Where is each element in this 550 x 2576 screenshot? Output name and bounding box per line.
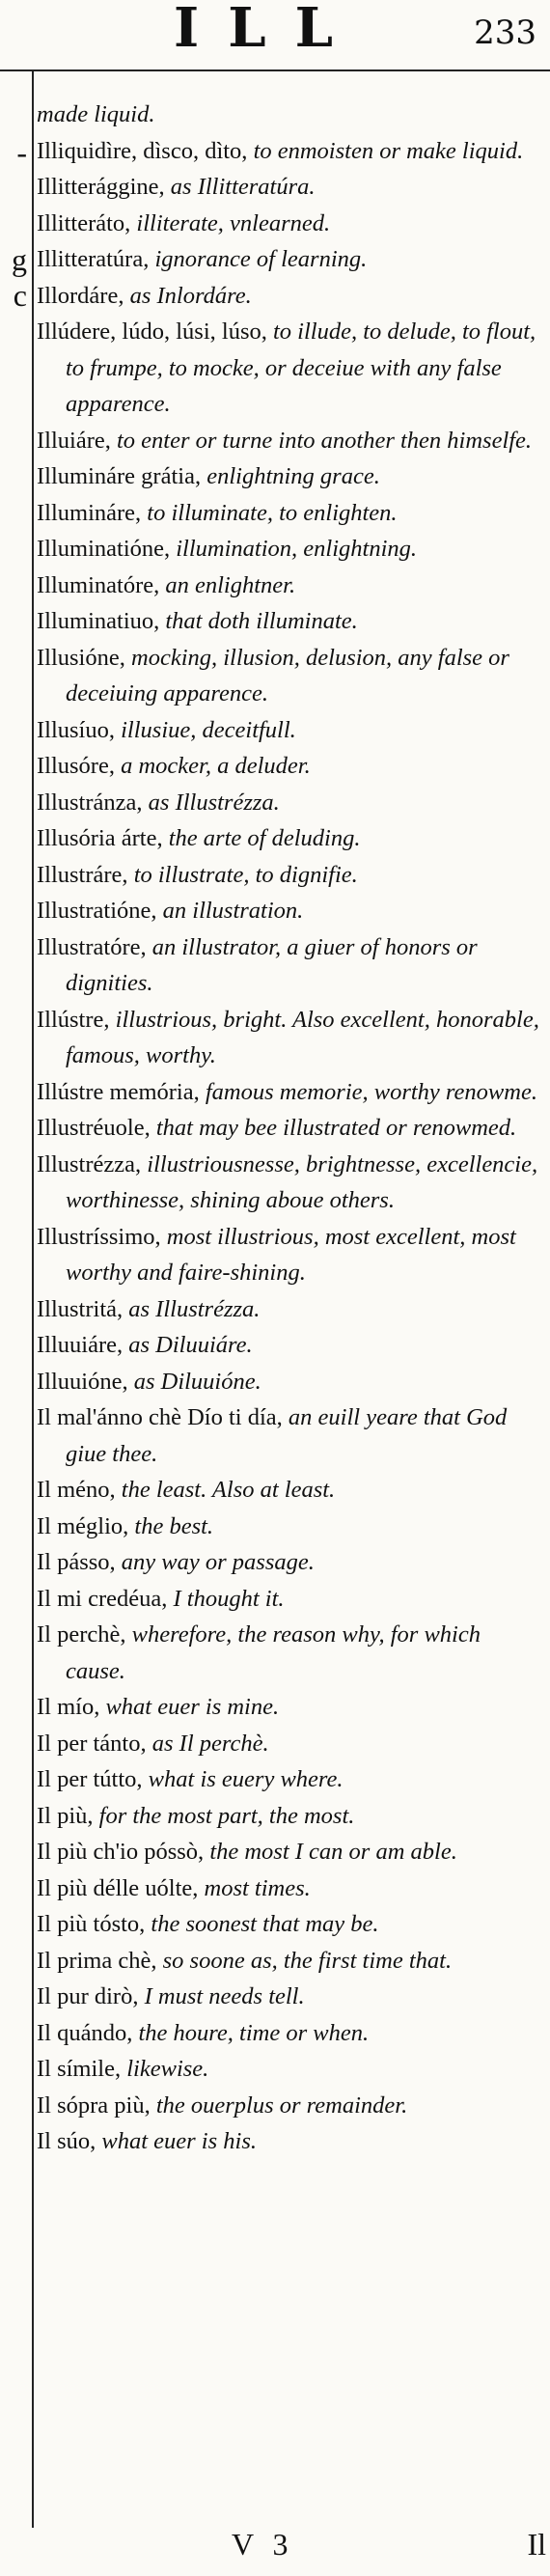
dictionary-entry (37, 1147, 544, 1219)
dictionary-entry (37, 2123, 544, 2160)
dictionary-entry (37, 2051, 544, 2088)
page-header (0, 0, 550, 75)
entry-headword: Il mal'ánno chè Dío ti día, (37, 1404, 283, 1430)
entry-headword: Il più, (37, 1802, 94, 1829)
entry-definition: an illustration. (162, 898, 304, 924)
dictionary-entry (37, 423, 544, 459)
entry-definition: I must needs tell. (144, 1983, 305, 2009)
dictionary-entry (37, 857, 544, 894)
dictionary-entry (37, 97, 544, 133)
dictionary-entry (37, 2015, 544, 2052)
entry-definition: what is euery where. (148, 1766, 344, 1792)
dictionary-entry (37, 1761, 544, 1798)
entry-definition: enlightning grace. (206, 463, 380, 489)
entry-headword: Illusióne, (37, 644, 125, 671)
entry-headword: Il méno, (37, 1477, 116, 1503)
dictionary-entry (37, 1074, 544, 1111)
dictionary-entry (37, 495, 544, 532)
entry-headword: Illústre, (37, 1006, 110, 1033)
entry-definition: what euer is his. (101, 2128, 257, 2154)
entry-definition: to illustrate, to dignifie. (133, 861, 358, 888)
dictionary-entry (37, 206, 544, 242)
entry-headword: Illuminatiuo, (37, 608, 160, 634)
entry-headword: Illustráre, (37, 861, 128, 888)
dictionary-entry (37, 1689, 544, 1726)
entry-headword: Illumináre, (37, 499, 142, 526)
dictionary-entry (37, 640, 544, 712)
dictionary-entry (37, 1219, 544, 1291)
entry-headword: Illitteráto, (37, 209, 131, 236)
entry-definition: the houre, time or when. (138, 2019, 370, 2046)
entry-headword: Illustrézza, (37, 1150, 142, 1177)
entry-headword: Il quándo, (37, 2019, 133, 2046)
dictionary-entry (37, 531, 544, 568)
dictionary-entry (37, 929, 544, 1002)
dictionary-entry (37, 1291, 544, 1328)
entry-headword: Il mi credéua, (37, 1585, 168, 1612)
column-rule (32, 71, 34, 2528)
dictionary-entry (37, 1906, 544, 1943)
dictionary-entry (37, 1327, 544, 1364)
entry-definition: as Illustrézza. (148, 789, 280, 816)
left-margin-fragments (0, 135, 29, 314)
entry-definition: what euer is mine. (105, 1694, 280, 1720)
dictionary-entry (37, 133, 544, 170)
entry-headword: Il mío, (37, 1694, 100, 1720)
dictionary-entry (37, 712, 544, 749)
entry-headword: Il súo, (37, 2128, 96, 2154)
margin-mark: g (12, 242, 27, 277)
dictionary-entry (37, 603, 544, 640)
margin-mark (0, 171, 27, 242)
entry-definition: as Inlordáre. (129, 282, 252, 309)
entry-headword: Illuiáre, (37, 427, 111, 454)
entry-headword: Illustritá, (37, 1295, 124, 1322)
entry-definition: to enmoisten or make liquid. (253, 137, 524, 164)
entry-definition: ignorance of learning. (154, 246, 368, 272)
dictionary-entry (37, 820, 544, 857)
dictionary-entry (37, 1472, 544, 1509)
dictionary-entry (37, 1617, 544, 1689)
dictionary-entry (37, 1834, 544, 1870)
dictionary-entry (37, 893, 544, 929)
entry-definition: the soonest that may be. (151, 1911, 379, 1937)
entry-headword: Illústre memória, (37, 1078, 200, 1105)
entry-definition: famous memorie, worthy renowme. (205, 1078, 537, 1105)
entry-definition: the ouerplus or remainder. (155, 2091, 408, 2119)
entry-definition: most illustrious, most excellent, most worthy and faire-shining. (66, 1223, 516, 1286)
entry-definition: an enlightner. (165, 571, 296, 598)
entry-headword: Illuuiáre, (37, 1332, 124, 1358)
entry-headword: Il più ch'io póssò, (37, 1839, 205, 1865)
dictionary-entry (37, 169, 544, 206)
page-number: 233 (474, 14, 536, 52)
dictionary-entry (37, 1979, 544, 2015)
entry-definition: as Illitteratúra. (170, 174, 316, 200)
entry-definition: the best. (134, 1512, 214, 1539)
entry-headword: Illusíuo, (37, 716, 115, 743)
entry-definition: as Il perchè. (151, 1730, 269, 1757)
page-footer (0, 2527, 550, 2576)
entry-headword: Il più tósto, (37, 1911, 146, 1937)
dictionary-entry (37, 2088, 544, 2124)
dictionary-entry (37, 1509, 544, 1545)
dictionary-entry (37, 1798, 544, 1835)
dictionary-entry (37, 568, 544, 604)
entry-headword: Illustratióne, (37, 898, 157, 924)
entry-definition: any way or passage. (121, 1549, 315, 1575)
entry-headword: Il sópra più, (37, 2091, 151, 2119)
entry-headword: Il pásso, (37, 1549, 116, 1575)
catchword: Il (527, 2527, 546, 2562)
entry-headword: Illustránza, (37, 789, 143, 816)
entry-headword: Il prima chè, (37, 1947, 157, 1974)
dictionary-entry (37, 1002, 544, 1074)
dictionary-entry (37, 1943, 544, 1980)
entry-headword: Illitterággine, (37, 174, 165, 200)
dictionary-entry (37, 278, 544, 315)
dictionary-entry (37, 1544, 544, 1581)
entry-definition: likewise. (126, 2056, 209, 2082)
entry-headword: Illiquidìre, dìsco, dìto, (37, 137, 248, 164)
dictionary-entry (37, 458, 544, 495)
dictionary-entry (37, 1870, 544, 1907)
entry-definition: the least. Also at least. (121, 1477, 336, 1503)
entry-definition: to illude, to delude, to flout, to frumpe, to mocke, or deceiue with any false apparence. (66, 319, 536, 417)
entry-definition: as Diluuióne. (133, 1368, 261, 1395)
entry-definition: most times. (204, 1874, 311, 1901)
entry-headword: Illúdere, lúdo, lúsi, lúso, (37, 319, 267, 345)
entry-definition: mocking, illusion, delusion, any false or deceiuing apparence. (66, 644, 509, 706)
margin-mark: c (13, 278, 27, 313)
entry-definition: wherefore, the reason why, for which cause. (66, 1621, 481, 1684)
dictionary-entry (37, 785, 544, 821)
entry-definition: for the most part, the most. (98, 1802, 355, 1829)
entry-definition: as Diluuiáre. (128, 1332, 253, 1358)
dictionary-entry (37, 1364, 544, 1400)
entry-headword: Illitteratúra, (37, 246, 150, 272)
entry-definition: an illustrator, a giuer of honors or dignities. (66, 933, 478, 996)
dictionary-entry (37, 1399, 544, 1472)
entry-definition: that doth illuminate. (165, 608, 358, 634)
dictionary-entries (37, 97, 544, 2160)
entry-headword: Illustréuole, (37, 1115, 151, 1141)
entry-definition: the arte of deluding. (168, 825, 361, 851)
entry-definition: that may bee illustrated or renowmed. (155, 1115, 517, 1141)
entry-headword: Illumináre grátia, (37, 463, 202, 489)
header-rule (0, 69, 550, 71)
entry-headword: Il pur dirò, (37, 1983, 139, 2009)
entry-headword: Illuuióne, (37, 1368, 128, 1395)
entry-definition: illiterate, vnlearned. (136, 209, 331, 236)
signature-mark: V 3 (232, 2527, 294, 2562)
entry-headword: Il per tútto, (37, 1766, 143, 1792)
running-head: ILL (174, 0, 362, 60)
entry-headword: Il perchè, (37, 1621, 126, 1648)
entry-headword: Illusóre, (37, 753, 115, 779)
dictionary-entry (37, 1110, 544, 1147)
entry-definition: as Illustrézza. (128, 1295, 261, 1322)
entry-headword: Illordáre, (37, 282, 124, 309)
entry-definition: to illuminate, to enlighten. (147, 499, 398, 526)
entry-definition: illumination, enlightning. (176, 536, 418, 562)
entry-definition: so soone as, the first time that. (162, 1947, 453, 1974)
entry-headword: Il símile, (37, 2056, 122, 2082)
margin-mark: - (16, 135, 27, 170)
entry-headword: Illustríssimo, (37, 1223, 161, 1250)
entry-definition: illusiue, deceitfull. (121, 716, 296, 743)
entry-definition: an euill yeare that God giue thee. (66, 1404, 508, 1467)
dictionary-entry (37, 314, 544, 423)
entry-definition: made liquid. (37, 101, 155, 127)
entry-headword: Illustratóre, (37, 933, 147, 960)
entry-definition: illustriousnesse, brightnesse, excellencie, worthinesse, shining aboue others. (66, 1150, 538, 1213)
dictionary-entry (37, 241, 544, 278)
dictionary-entry (37, 1581, 544, 1618)
entry-definition: I thought it. (173, 1585, 285, 1612)
entry-headword: Illusória árte, (37, 825, 163, 851)
dictionary-entry (37, 1726, 544, 1762)
entry-headword: Illuminatóre, (37, 571, 160, 598)
entry-definition: the most I can or am able. (209, 1839, 457, 1865)
entry-definition: a mocker, a deluder. (121, 753, 311, 779)
entry-headword: Illuminatióne, (37, 536, 171, 562)
entry-definition: to enter or turne into another then himselfe. (117, 427, 533, 454)
entry-headword: Il per tánto, (37, 1730, 147, 1757)
entry-headword: Il più délle uólte, (37, 1874, 199, 1901)
entry-headword: Il méglio, (37, 1512, 129, 1539)
dictionary-entry (37, 748, 544, 785)
entry-definition: illustrious, bright. Also excellent, honorable, famous, worthy. (66, 1006, 539, 1068)
